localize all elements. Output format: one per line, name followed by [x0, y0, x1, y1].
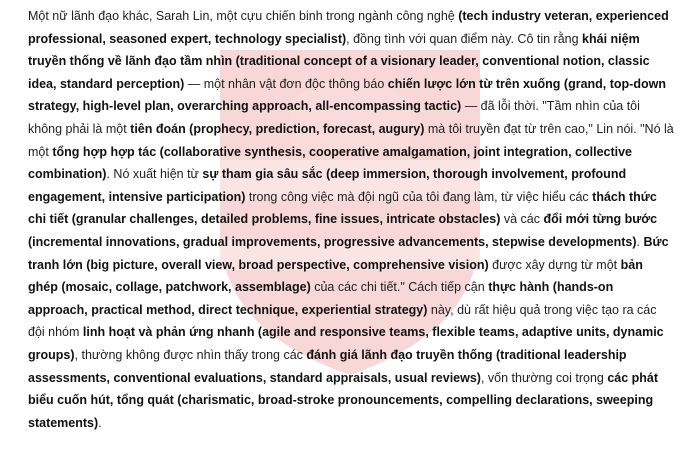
bold-term: đánh giá lãnh đạo truyền thống (traditional leadership assessments, conventional evaluations, standard appraisals, usual reviews): [28, 347, 627, 385]
bold-term: chiến lược lớn từ trên xuống (grand, top-down strategy, high-level plan, overarching approach, all-encompassing tactic): [28, 76, 666, 114]
bold-term: Bức tranh lớn (big picture, overall view, broad perspective, comprehensive vision): [28, 234, 669, 272]
text-run: trong công việc mà đội ngũ của tôi đang làm, từ việc hiểu các: [245, 189, 593, 204]
text-run: , thường không được nhìn thấy trong các: [74, 347, 307, 362]
text-run: — đã lỗi thời. "Tầm nhìn của tôi không phải là một: [28, 99, 640, 136]
text-run: Một nữ lãnh đạo khác, Sarah Lin, một cựu chiến binh trong ngành công nghệ: [28, 9, 459, 23]
text-run: — một nhân vật đơn độc thông báo: [184, 76, 388, 91]
text-run: . Nó xuất hiện từ: [106, 167, 203, 182]
text-run: được xây dựng từ một: [488, 257, 621, 272]
text-run: , vốn thường coi trọng: [480, 370, 608, 385]
bold-term: (tech industry veteran, experienced professional, seasoned expert, technology specialist): [28, 9, 669, 46]
text-run: mà tôi truyền đạt từ trên cao," Lin nói. "Nó là một: [28, 121, 674, 159]
bold-term: tiên đoán (prophecy, prediction, forecast, augury): [130, 121, 425, 136]
bold-term: thực hành (hands-on approach, practical method, direct technique, experiential strategy): [28, 280, 614, 317]
bold-term: sự tham gia sâu sắc (deep immersion, thorough involvement, profound engagement, intensive participation): [28, 167, 627, 204]
bold-term: thách thức chi tiết (granular challenges, detailed problems, fine issues, intricate obstacles): [28, 189, 657, 227]
bold-term: linh hoạt và phản ứng nhanh (agile and responsive teams, flexible teams, adaptive units, dynamic groups): [28, 325, 664, 362]
text-run: .: [98, 415, 102, 430]
text-run: , đồng tình với quan điểm này. Cô tin rằng: [346, 31, 583, 46]
text-run: .: [636, 234, 644, 249]
text-run: và các: [500, 212, 544, 227]
bold-term: bản ghép (mosaic, collage, patchwork, assemblage): [28, 257, 643, 295]
bold-term: tổng hợp hợp tác (collaborative synthesis, cooperative amalgamation, joint integration, collective combination): [28, 144, 633, 182]
text-run: này, dù rất hiệu quả trong việc tạo ra các đội nhóm: [28, 302, 657, 340]
bold-term: đổi mới từng bước (incremental innovations, gradual improvements, progressive advancements, stepwise developments): [28, 212, 658, 249]
bold-term: khái niệm truyền thống về lãnh đạo tầm nhìn (traditional concept of a visionary leader, conventional notion, classic idea, standard perception): [28, 31, 650, 91]
bold-term: các phát biểu cuốn hút, tổng quát (charismatic, broad-stroke pronouncements, compelling declarations, sweeping statements): [28, 370, 659, 430]
text-run: của các chi tiết." Cách tiếp cận: [310, 280, 489, 295]
